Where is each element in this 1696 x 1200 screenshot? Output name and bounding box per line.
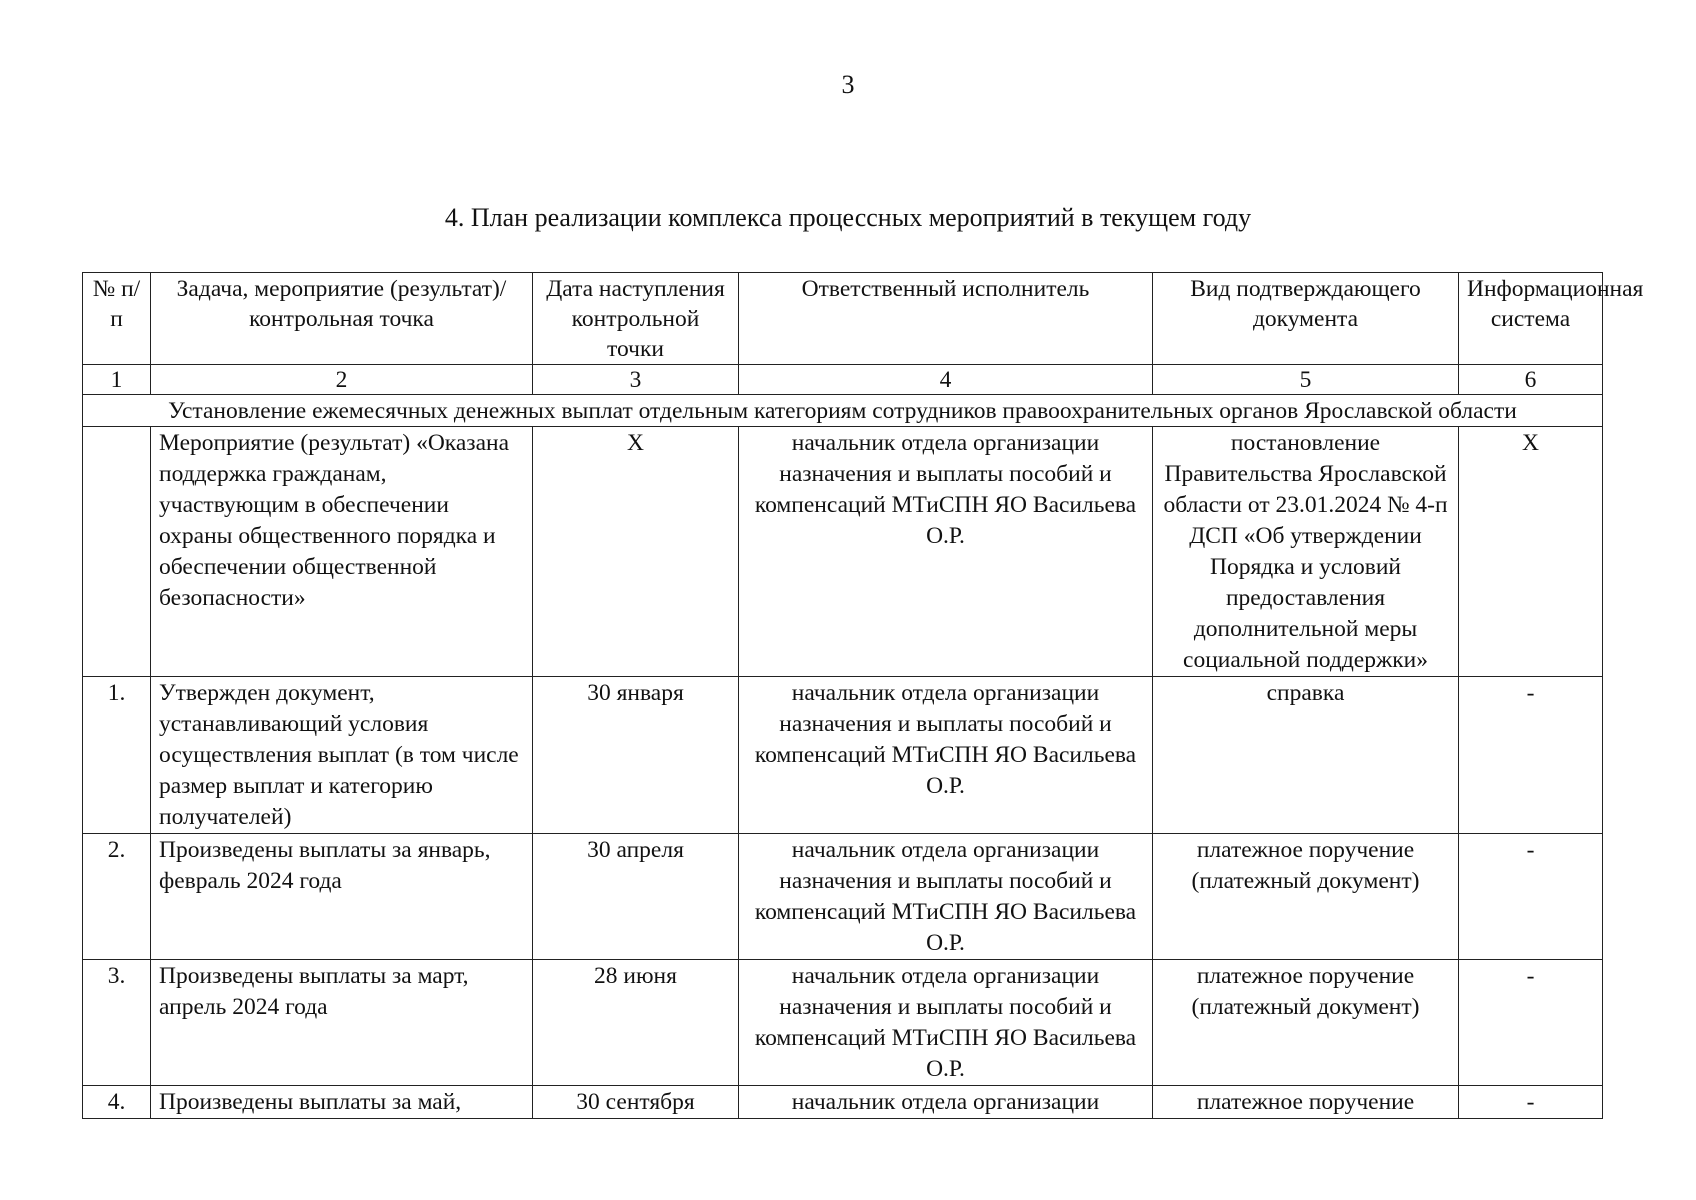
row-number: 4.	[83, 1086, 151, 1119]
table-row	[83, 677, 1603, 834]
column-number: 3	[533, 365, 739, 395]
row-system: Х	[1459, 427, 1603, 677]
header-number: № п/п	[83, 273, 151, 365]
header-document: Вид подтверждающего документа	[1153, 273, 1459, 365]
row-system: -	[1459, 834, 1603, 960]
row-responsible: начальник отдела организации назначения и выплаты пособий и компенсаций МТиСПН ЯО Васильева О.Р.	[739, 960, 1153, 1086]
row-task: Произведены выплаты за январь, февраль 2024 года	[151, 834, 533, 960]
row-document: справка	[1153, 677, 1459, 834]
column-number: 6	[1459, 365, 1603, 395]
table-row	[83, 834, 1603, 960]
row-number	[83, 427, 151, 677]
page-number: 3	[841, 70, 855, 99]
column-number: 5	[1153, 365, 1459, 395]
row-responsible: начальник отдела организации назначения и выплаты пособий и компенсаций МТиСПН ЯО Васильева О.Р.	[739, 834, 1153, 960]
column-number: 1	[83, 365, 151, 395]
row-date: 30 апреля	[533, 834, 739, 960]
row-task: Произведены выплаты за март, апрель 2024 года	[151, 960, 533, 1086]
row-responsible: начальник отдела организации	[739, 1086, 1153, 1119]
table-row	[83, 960, 1603, 1086]
header-responsible: Ответственный исполнитель	[739, 273, 1153, 365]
header-row	[83, 273, 1603, 365]
row-system: -	[1459, 960, 1603, 1086]
plan-table	[82, 272, 1644, 1119]
document-title: 4. План реализации комплекса процессных мероприятий в текущем году	[444, 203, 1252, 232]
row-date: 30 января	[533, 677, 739, 834]
row-date: 28 июня	[533, 960, 739, 1086]
row-responsible: начальник отдела организации назначения и выплаты пособий и компенсаций МТиСПН ЯО Васильева О.Р.	[739, 677, 1153, 834]
section-row	[83, 395, 1603, 427]
row-number: 3.	[83, 960, 151, 1086]
table-row	[83, 427, 1603, 677]
row-system: -	[1459, 1086, 1603, 1119]
table-row	[83, 1086, 1603, 1119]
row-task: Произведены выплаты за май,	[151, 1086, 533, 1119]
row-number: 1.	[83, 677, 151, 834]
row-document: платежное поручение (платежный документ)	[1153, 834, 1459, 960]
row-document: платежное поручение (платежный документ)	[1153, 960, 1459, 1086]
row-document: постановление Правительства Ярославской области от 23.01.2024 № 4-п ДСП «Об утверждении Порядка и условий предоставления дополнительной меры социальной поддержки»	[1153, 427, 1459, 677]
row-date: 30 сентября	[533, 1086, 739, 1119]
row-task: Утвержден документ, устанавливающий условия осуществления выплат (в том числе размер выплат и категорию получателей)	[151, 677, 533, 834]
column-number-row	[83, 365, 1603, 395]
section-title: Установление ежемесячных денежных выплат отдельным категориям сотрудников правоохранительных органов Ярославской области	[83, 395, 1603, 427]
column-number: 2	[151, 365, 533, 395]
column-number: 4	[739, 365, 1153, 395]
header-task: Задача, мероприятие (результат)/ контрольная точка	[151, 273, 533, 365]
row-document: платежное поручение	[1153, 1086, 1459, 1119]
row-task: Мероприятие (результат) «Оказана поддержка гражданам, участвующим в обеспечении охраны общественного порядка и обеспечении общественной безопасности»	[151, 427, 533, 677]
header-system: Информационная система	[1459, 273, 1603, 365]
row-system: -	[1459, 677, 1603, 834]
row-responsible: начальник отдела организации назначения и выплаты пособий и компенсаций МТиСПН ЯО Васильева О.Р.	[739, 427, 1153, 677]
row-number: 2.	[83, 834, 151, 960]
header-date: Дата наступления контрольной точки	[533, 273, 739, 365]
row-date: Х	[533, 427, 739, 677]
